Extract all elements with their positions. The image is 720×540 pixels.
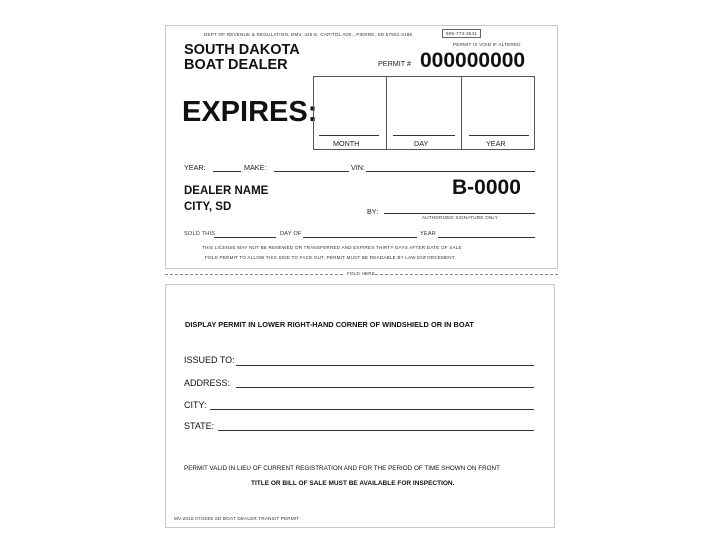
sold-month-line[interactable] — [303, 237, 417, 238]
title-line2: BOAT DEALER — [184, 57, 288, 73]
year-of-label: YEAR — [420, 231, 437, 237]
make-field-line[interactable] — [274, 171, 349, 172]
license-note: THIS LICENSE MAY NOT BE RENEWED OR TRANSFERRED AND EXPIRES THIRTY DAYS AFTER DATE OF SALE — [202, 245, 462, 250]
month-line — [319, 135, 379, 136]
dealer-number: B-0000 — [452, 176, 521, 199]
valid-note: PERMIT VALID IN LIEU OF CURRENT REGISTRATION AND FOR THE PERIOD OF TIME SHOWN ON FRONT — [184, 465, 500, 472]
year-field-label: YEAR: — [184, 163, 206, 172]
day-line — [393, 135, 455, 136]
header-address: DEPT OF REVENUE & REGULATION, DMV, 445 E. CAPITOL AVE., PIERRE, SD 57501-3185 — [204, 32, 413, 37]
make-field-label: MAKE: — [244, 163, 267, 172]
vin-field-line[interactable] — [366, 171, 535, 172]
fold-note: FOLD PERMIT TO ALLOW THIS SIDE TO FACE OUT. PERMIT MUST BE READABLE BY LAW ENFORCEMENT. — [205, 255, 456, 260]
vin-field-label: VIN: — [351, 163, 365, 172]
city-label: CITY: — [184, 400, 207, 410]
sold-year-line[interactable] — [438, 237, 535, 238]
display-instruction: DISPLAY PERMIT IN LOWER RIGHT-HAND CORNER OF WINDSHIELD OR IN BOAT — [185, 320, 474, 329]
month-label: MONTH — [333, 139, 360, 148]
state-label: STATE: — [184, 421, 215, 431]
day-label: DAY — [414, 139, 429, 148]
expires-label: EXPIRES: — [182, 96, 318, 128]
year-line — [469, 135, 529, 136]
dealer-name: DEALER NAME — [184, 185, 269, 197]
sold-this-label: SOLD THIS — [184, 231, 216, 237]
by-label: BY: — [367, 207, 379, 216]
city-line[interactable] — [210, 409, 534, 410]
authorized-signature-note: AUTHORIZED SIGNATURE ONLY — [422, 215, 499, 220]
sold-day-line[interactable] — [214, 237, 276, 238]
year-field-line[interactable] — [213, 171, 241, 172]
signature-line[interactable] — [384, 213, 535, 214]
permit-number: 000000000 — [420, 49, 526, 72]
fold-line-right — [375, 274, 558, 275]
fold-line-left — [165, 274, 343, 275]
permit-front-panel — [165, 25, 558, 269]
permit-void-note: PERMIT IS VOID IF ALTERED — [453, 42, 521, 47]
issued-to-label: ISSUED TO: — [184, 355, 235, 365]
title-line1: SOUTH DAKOTA — [184, 42, 300, 58]
permit-number-label: PERMIT # — [378, 59, 412, 68]
title-note: TITLE OR BILL OF SALE MUST BE AVAILABLE FOR INSPECTION. — [251, 480, 455, 487]
state-line[interactable] — [218, 430, 534, 431]
fold-here-label: FOLD HERE — [347, 271, 376, 276]
address-line[interactable] — [236, 387, 534, 388]
form-code: MV-2016 07/2005 SD BOAT DEALER TRANSIT PERMIT — [174, 516, 300, 521]
permit-back-panel — [165, 284, 555, 528]
day-of-label: DAY OF — [280, 231, 302, 237]
year-label: YEAR — [486, 139, 506, 148]
dealer-city: CITY, SD — [184, 201, 232, 213]
phone-box: 605-773-3541 — [442, 29, 481, 38]
issued-to-line[interactable] — [236, 365, 534, 366]
address-label: ADDRESS: — [184, 378, 231, 388]
